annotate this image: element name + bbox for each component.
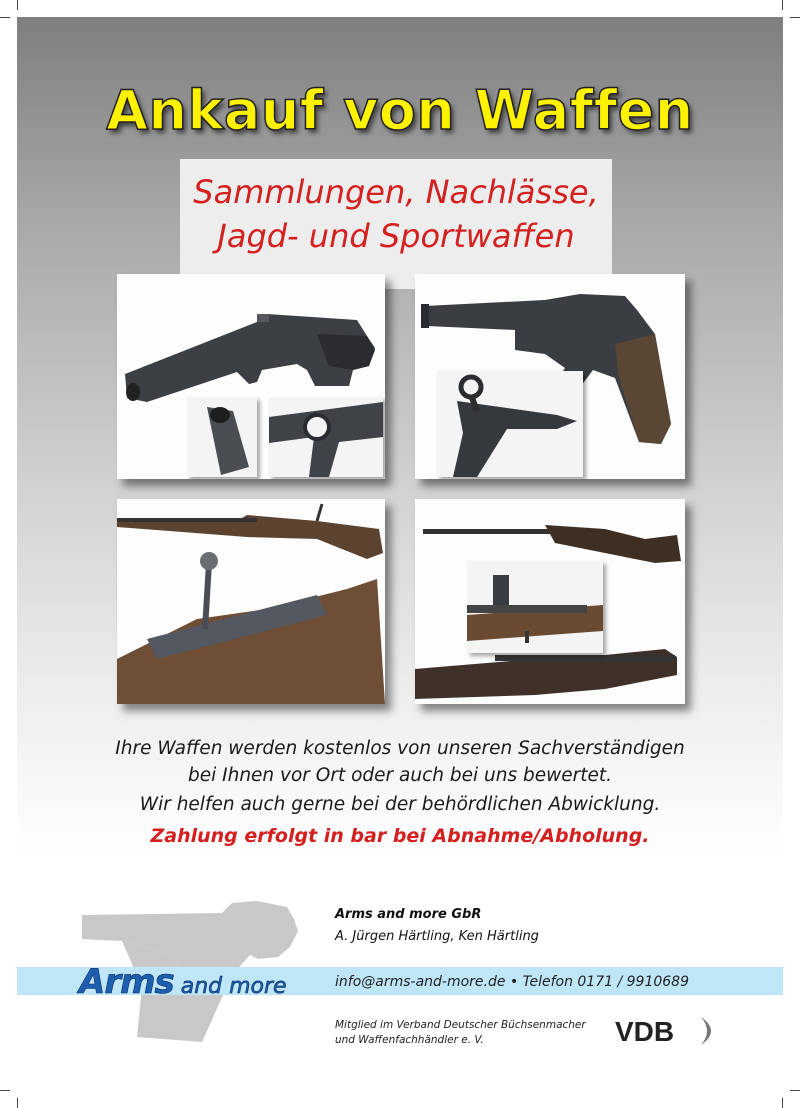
logo-word-arms: Arms bbox=[79, 962, 174, 1002]
contact-info: info@arms-and-more.de • Telefon 0171 / 9910689 bbox=[335, 974, 689, 990]
membership-line-2: und Waffenfachhändler e. V. bbox=[335, 1034, 484, 1046]
logo-word-and-more: and more bbox=[173, 974, 287, 999]
flyer-page bbox=[17, 17, 783, 1091]
photo-mauser-rifle bbox=[117, 499, 385, 704]
inset-muzzle bbox=[187, 397, 257, 477]
body-line-1: Ihre Waffen werden kostenlos von unseren Sachverständigen bbox=[115, 738, 685, 759]
photo-pistol bbox=[117, 274, 385, 479]
membership-text bbox=[335, 1018, 615, 1048]
inset-trigger bbox=[269, 397, 383, 477]
crop-mark bbox=[790, 17, 800, 18]
photo-sport-rifles bbox=[415, 499, 685, 704]
crop-mark bbox=[0, 17, 10, 18]
mauser-image bbox=[117, 499, 385, 704]
membership-line-1: Mitglied im Verband Deutscher Büchsenmacher bbox=[335, 1019, 586, 1031]
payment-line: Zahlung erfolgt in bar bei Abnahme/Abholung. bbox=[150, 825, 650, 847]
crop-mark bbox=[782, 1098, 783, 1108]
vdb-logo bbox=[613, 1015, 723, 1047]
crop-mark bbox=[17, 1098, 18, 1108]
headline: Ankauf von Waffen bbox=[106, 79, 694, 142]
subheadline-box bbox=[180, 159, 612, 289]
inset-sight bbox=[467, 561, 603, 653]
inset-toggle bbox=[437, 371, 583, 477]
body-line-3: Wir helfen auch gerne bei der behördlichen Abwicklung. bbox=[139, 794, 661, 815]
vdb-logo-text: VDB bbox=[615, 1016, 675, 1047]
subheadline-line-1: Sammlungen, Nachlässe, bbox=[193, 173, 599, 211]
company-name: Arms and more GbR bbox=[335, 907, 482, 922]
crop-mark bbox=[17, 0, 18, 10]
company-owners: A. Jürgen Härtling, Ken Härtling bbox=[335, 929, 539, 944]
crop-mark bbox=[782, 0, 783, 10]
subheadline-line-2: Jagd- und Sportwaffen bbox=[217, 217, 575, 255]
body-line-2: bei Ihnen vor Ort oder auch bei uns bewertet. bbox=[188, 765, 612, 786]
crop-mark bbox=[0, 1090, 10, 1091]
crop-mark bbox=[790, 1090, 800, 1091]
arms-and-more-logo bbox=[79, 962, 287, 1002]
photo-luger bbox=[415, 274, 685, 479]
